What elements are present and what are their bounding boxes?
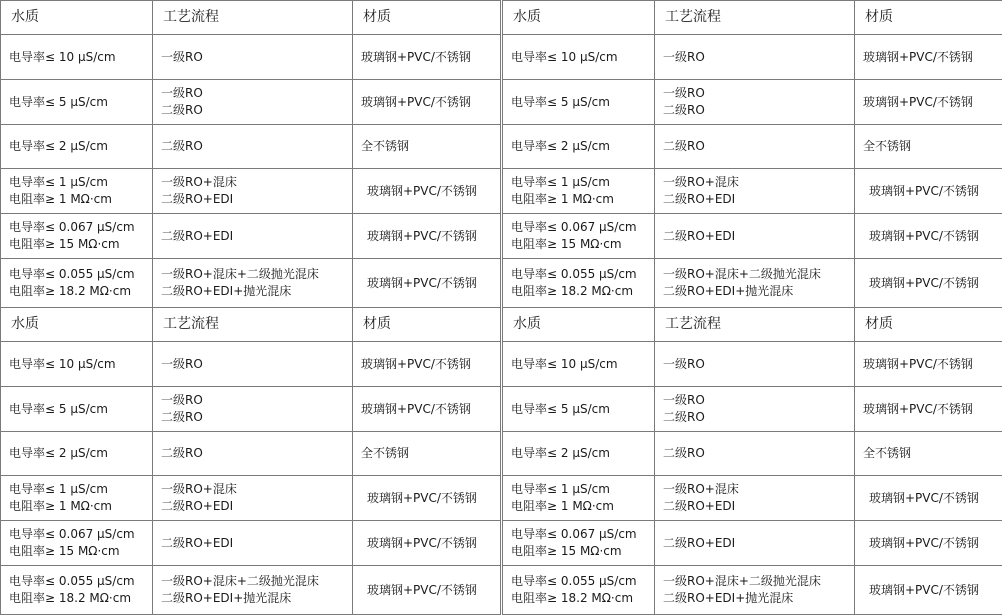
material-cell: 玻璃钢+PVC/不锈钢 bbox=[855, 342, 1002, 387]
header-row bbox=[503, 1, 1002, 35]
process-cell bbox=[153, 169, 353, 214]
header-process: 工艺流程 bbox=[153, 1, 353, 35]
process-line: 二级RO+EDI+抛光混床 bbox=[663, 590, 846, 607]
quality-cell bbox=[1, 35, 153, 80]
quality-cell bbox=[1, 387, 153, 432]
material-cell: 玻璃钢+PVC/不锈钢 bbox=[855, 80, 1002, 125]
spec-table-top-right bbox=[502, 0, 1002, 306]
table-row bbox=[503, 125, 1002, 169]
process-line: 一级RO+混床 bbox=[161, 174, 344, 191]
process-line: 一级RO+混床+二级抛光混床 bbox=[161, 266, 344, 283]
process-line: 二级RO+EDI bbox=[663, 228, 846, 245]
material-cell: 玻璃钢+PVC/不锈钢 bbox=[855, 169, 1002, 214]
quality-cell bbox=[503, 566, 655, 615]
process-cell bbox=[655, 521, 855, 566]
process-line: 一级RO+混床 bbox=[663, 174, 846, 191]
quality-line: 电导率≤ 10 µS/cm bbox=[511, 356, 646, 373]
quality-cell bbox=[1, 566, 153, 615]
spec-table bbox=[0, 307, 501, 615]
process-line: 二级RO bbox=[663, 138, 846, 155]
process-cell bbox=[655, 80, 855, 125]
material-cell: 玻璃钢+PVC/不锈钢 bbox=[855, 566, 1002, 615]
process-cell bbox=[153, 387, 353, 432]
material-cell: 玻璃钢+PVC/不锈钢 bbox=[855, 476, 1002, 521]
quality-line: 电导率≤ 2 µS/cm bbox=[511, 445, 646, 462]
process-cell bbox=[655, 387, 855, 432]
header-water-quality: 水质 bbox=[503, 308, 655, 342]
table-row bbox=[503, 387, 1002, 432]
process-line: 二级RO+EDI+抛光混床 bbox=[161, 590, 344, 607]
quality-cell bbox=[503, 35, 655, 80]
process-line: 二级RO+EDI bbox=[663, 498, 846, 515]
quality-line: 电导率≤ 2 µS/cm bbox=[9, 445, 144, 462]
material-cell: 玻璃钢+PVC/不锈钢 bbox=[353, 387, 501, 432]
quality-cell bbox=[503, 169, 655, 214]
table-row bbox=[503, 521, 1002, 566]
material-cell: 玻璃钢+PVC/不锈钢 bbox=[855, 259, 1002, 308]
process-cell bbox=[655, 476, 855, 521]
header-water-quality: 水质 bbox=[1, 1, 153, 35]
table-row bbox=[1, 566, 501, 615]
table-row bbox=[1, 35, 501, 80]
process-line: 二级RO bbox=[663, 445, 846, 462]
quality-line: 电导率≤ 1 µS/cm bbox=[9, 174, 144, 191]
quality-cell bbox=[1, 125, 153, 169]
table-row bbox=[1, 125, 501, 169]
material-cell: 玻璃钢+PVC/不锈钢 bbox=[855, 35, 1002, 80]
quality-line: 电阻率≥ 18.2 MΩ·cm bbox=[511, 283, 646, 300]
table-row bbox=[1, 169, 501, 214]
material-cell: 玻璃钢+PVC/不锈钢 bbox=[353, 476, 501, 521]
process-line: 一级RO bbox=[663, 356, 846, 373]
header-water-quality: 水质 bbox=[503, 1, 655, 35]
table-row bbox=[1, 387, 501, 432]
quality-line: 电导率≤ 0.055 µS/cm bbox=[9, 266, 144, 283]
quality-cell bbox=[503, 214, 655, 259]
process-cell bbox=[153, 342, 353, 387]
table-row bbox=[503, 432, 1002, 476]
process-cell bbox=[153, 80, 353, 125]
quality-line: 电阻率≥ 1 MΩ·cm bbox=[9, 498, 144, 515]
quality-line: 电阻率≥ 1 MΩ·cm bbox=[511, 498, 646, 515]
header-row bbox=[1, 1, 501, 35]
material-cell: 全不锈钢 bbox=[353, 432, 501, 476]
process-cell bbox=[655, 432, 855, 476]
header-row bbox=[1, 308, 501, 342]
quality-line: 电导率≤ 5 µS/cm bbox=[9, 401, 144, 418]
process-line: 二级RO bbox=[663, 102, 846, 119]
process-line: 一级RO bbox=[161, 49, 344, 66]
quality-cell bbox=[1, 80, 153, 125]
process-line: 二级RO bbox=[161, 102, 344, 119]
quality-line: 电导率≤ 1 µS/cm bbox=[511, 481, 646, 498]
material-cell: 玻璃钢+PVC/不锈钢 bbox=[353, 35, 501, 80]
process-cell bbox=[153, 214, 353, 259]
process-line: 一级RO bbox=[663, 392, 846, 409]
process-cell bbox=[153, 566, 353, 615]
quality-cell bbox=[1, 259, 153, 308]
process-line: 一级RO bbox=[663, 49, 846, 66]
process-cell bbox=[153, 432, 353, 476]
table-row bbox=[1, 342, 501, 387]
quality-line: 电阻率≥ 15 MΩ·cm bbox=[9, 543, 144, 560]
spec-table bbox=[502, 307, 1002, 615]
quality-cell bbox=[503, 80, 655, 125]
quality-line: 电导率≤ 0.055 µS/cm bbox=[511, 266, 646, 283]
process-line: 一级RO+混床 bbox=[663, 481, 846, 498]
table-row bbox=[1, 521, 501, 566]
material-cell: 玻璃钢+PVC/不锈钢 bbox=[353, 521, 501, 566]
table-row bbox=[503, 259, 1002, 308]
process-cell bbox=[655, 259, 855, 308]
header-material: 材质 bbox=[855, 1, 1002, 35]
quality-line: 电阻率≥ 15 MΩ·cm bbox=[511, 236, 646, 253]
table-row bbox=[503, 35, 1002, 80]
header-material: 材质 bbox=[855, 308, 1002, 342]
quality-cell bbox=[1, 169, 153, 214]
process-line: 一级RO+混床 bbox=[161, 481, 344, 498]
spec-table-bottom-right bbox=[502, 307, 1002, 613]
header-process: 工艺流程 bbox=[153, 308, 353, 342]
material-cell: 玻璃钢+PVC/不锈钢 bbox=[353, 342, 501, 387]
process-line: 二级RO+EDI+抛光混床 bbox=[663, 283, 846, 300]
header-water-quality: 水质 bbox=[1, 308, 153, 342]
quality-line: 电导率≤ 10 µS/cm bbox=[511, 49, 646, 66]
process-cell bbox=[153, 35, 353, 80]
table-row bbox=[503, 80, 1002, 125]
process-cell bbox=[153, 259, 353, 308]
material-cell: 玻璃钢+PVC/不锈钢 bbox=[353, 259, 501, 308]
quality-line: 电阻率≥ 18.2 MΩ·cm bbox=[511, 590, 646, 607]
quality-cell bbox=[1, 521, 153, 566]
material-cell: 玻璃钢+PVC/不锈钢 bbox=[353, 80, 501, 125]
material-cell: 玻璃钢+PVC/不锈钢 bbox=[855, 521, 1002, 566]
process-line: 二级RO bbox=[161, 445, 344, 462]
table-row bbox=[503, 566, 1002, 615]
quality-line: 电导率≤ 5 µS/cm bbox=[511, 401, 646, 418]
quality-line: 电导率≤ 5 µS/cm bbox=[9, 94, 144, 111]
process-line: 二级RO+EDI bbox=[161, 535, 344, 552]
quality-cell bbox=[503, 521, 655, 566]
quality-line: 电阻率≥ 18.2 MΩ·cm bbox=[9, 283, 144, 300]
quality-line: 电导率≤ 0.055 µS/cm bbox=[9, 573, 144, 590]
quality-line: 电导率≤ 0.067 µS/cm bbox=[511, 526, 646, 543]
quality-cell bbox=[503, 432, 655, 476]
spec-table-top-left bbox=[0, 0, 500, 306]
quality-line: 电阻率≥ 15 MΩ·cm bbox=[511, 543, 646, 560]
process-line: 二级RO+EDI bbox=[663, 191, 846, 208]
process-cell bbox=[153, 476, 353, 521]
quality-line: 电导率≤ 0.067 µS/cm bbox=[9, 526, 144, 543]
quality-cell bbox=[503, 259, 655, 308]
quality-line: 电导率≤ 5 µS/cm bbox=[511, 94, 646, 111]
quality-cell bbox=[1, 432, 153, 476]
spec-table bbox=[0, 0, 501, 308]
quality-cell bbox=[503, 387, 655, 432]
quality-cell bbox=[1, 214, 153, 259]
process-line: 二级RO bbox=[161, 138, 344, 155]
quality-line: 电导率≤ 1 µS/cm bbox=[9, 481, 144, 498]
process-line: 一级RO+混床+二级抛光混床 bbox=[663, 573, 846, 590]
process-line: 二级RO bbox=[161, 409, 344, 426]
table-row bbox=[1, 80, 501, 125]
spec-table bbox=[502, 0, 1002, 308]
quality-line: 电导率≤ 0.067 µS/cm bbox=[511, 219, 646, 236]
table-row bbox=[503, 342, 1002, 387]
quality-cell bbox=[503, 342, 655, 387]
quality-cell bbox=[503, 476, 655, 521]
process-cell bbox=[153, 125, 353, 169]
process-line: 一级RO+混床+二级抛光混床 bbox=[161, 573, 344, 590]
process-line: 一级RO bbox=[161, 392, 344, 409]
header-material: 材质 bbox=[353, 308, 501, 342]
quality-line: 电阻率≥ 1 MΩ·cm bbox=[9, 191, 144, 208]
material-cell: 玻璃钢+PVC/不锈钢 bbox=[353, 214, 501, 259]
material-cell: 玻璃钢+PVC/不锈钢 bbox=[353, 566, 501, 615]
process-cell bbox=[153, 521, 353, 566]
process-cell bbox=[655, 169, 855, 214]
material-cell: 玻璃钢+PVC/不锈钢 bbox=[855, 214, 1002, 259]
process-cell bbox=[655, 125, 855, 169]
process-line: 一级RO bbox=[663, 85, 846, 102]
table-row bbox=[1, 476, 501, 521]
table-row bbox=[503, 169, 1002, 214]
process-line: 二级RO+EDI+抛光混床 bbox=[161, 283, 344, 300]
process-cell bbox=[655, 342, 855, 387]
table-row bbox=[503, 476, 1002, 521]
process-cell bbox=[655, 35, 855, 80]
quality-line: 电阻率≥ 18.2 MΩ·cm bbox=[9, 590, 144, 607]
process-line: 二级RO+EDI bbox=[161, 498, 344, 515]
material-cell: 玻璃钢+PVC/不锈钢 bbox=[855, 387, 1002, 432]
process-cell bbox=[655, 214, 855, 259]
process-line: 一级RO+混床+二级抛光混床 bbox=[663, 266, 846, 283]
quality-line: 电导率≤ 1 µS/cm bbox=[511, 174, 646, 191]
material-cell: 玻璃钢+PVC/不锈钢 bbox=[353, 169, 501, 214]
table-row bbox=[1, 259, 501, 308]
table-row bbox=[1, 214, 501, 259]
header-row bbox=[503, 308, 1002, 342]
process-line: 二级RO+EDI bbox=[663, 535, 846, 552]
spec-table-bottom-left bbox=[0, 307, 500, 613]
process-line: 一级RO bbox=[161, 85, 344, 102]
material-cell: 全不锈钢 bbox=[855, 432, 1002, 476]
material-cell: 全不锈钢 bbox=[855, 125, 1002, 169]
header-process: 工艺流程 bbox=[655, 308, 855, 342]
process-cell bbox=[655, 566, 855, 615]
table-row bbox=[1, 432, 501, 476]
quality-line: 电阻率≥ 15 MΩ·cm bbox=[9, 236, 144, 253]
quality-line: 电导率≤ 2 µS/cm bbox=[511, 138, 646, 155]
quality-line: 电导率≤ 0.055 µS/cm bbox=[511, 573, 646, 590]
quality-line: 电导率≤ 2 µS/cm bbox=[9, 138, 144, 155]
header-process: 工艺流程 bbox=[655, 1, 855, 35]
material-cell: 全不锈钢 bbox=[353, 125, 501, 169]
quality-cell bbox=[1, 342, 153, 387]
process-line: 二级RO+EDI bbox=[161, 228, 344, 245]
quality-cell bbox=[503, 125, 655, 169]
process-line: 二级RO bbox=[663, 409, 846, 426]
header-material: 材质 bbox=[353, 1, 501, 35]
quality-line: 电阻率≥ 1 MΩ·cm bbox=[511, 191, 646, 208]
quality-cell bbox=[1, 476, 153, 521]
quality-line: 电导率≤ 0.067 µS/cm bbox=[9, 219, 144, 236]
process-line: 二级RO+EDI bbox=[161, 191, 344, 208]
quality-line: 电导率≤ 10 µS/cm bbox=[9, 49, 144, 66]
quality-line: 电导率≤ 10 µS/cm bbox=[9, 356, 144, 373]
process-line: 一级RO bbox=[161, 356, 344, 373]
table-row bbox=[503, 214, 1002, 259]
